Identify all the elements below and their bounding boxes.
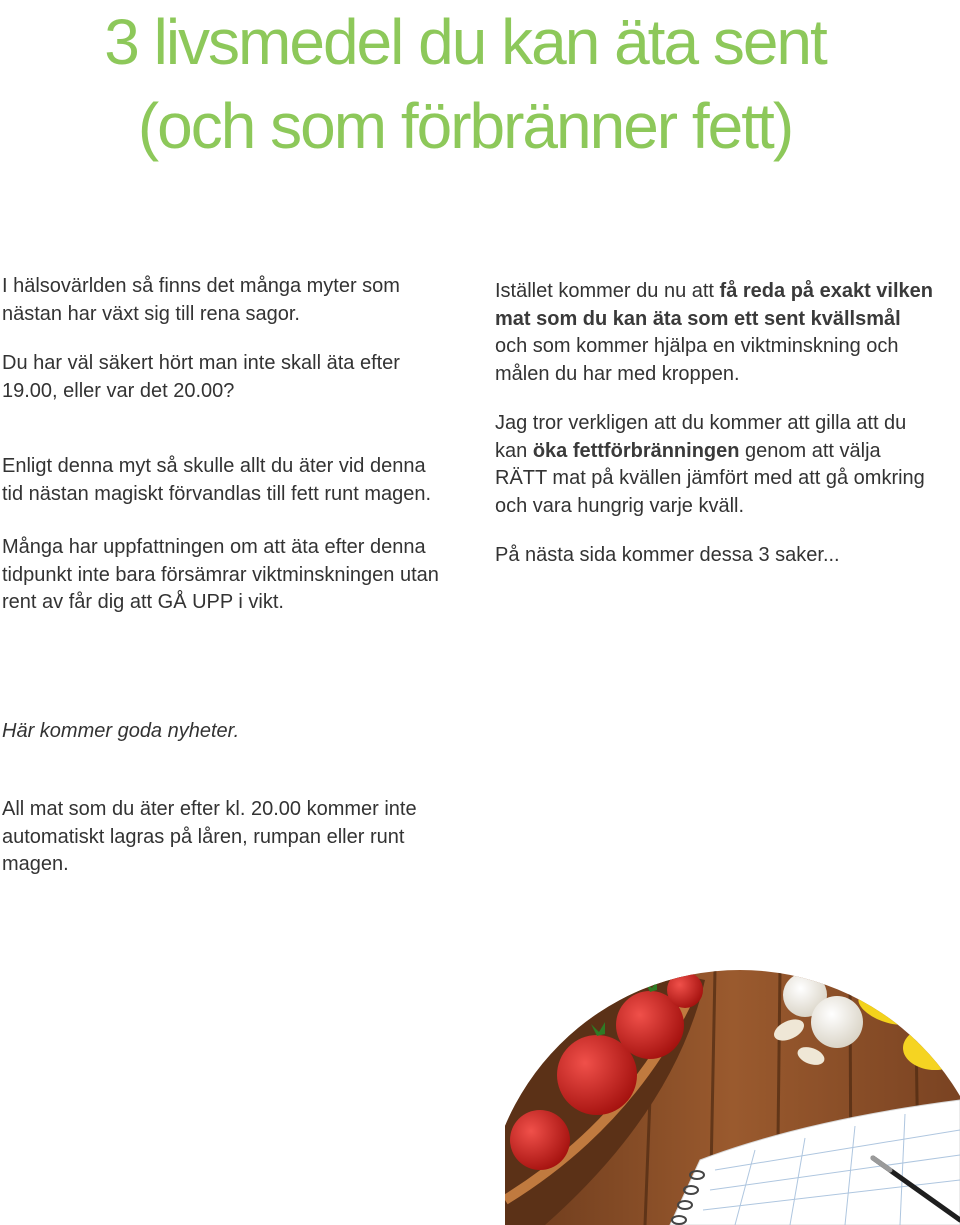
right-paragraph-3: På nästa sida kommer dessa 3 saker... [495, 544, 840, 566]
good-news-text: All mat som du äter efter kl. 20.00 kommer inte automatiskt lagras på låren, rumpan eller runt magen. [2, 798, 417, 875]
food-photo-image [505, 970, 960, 1225]
left-paragraph-2: Du har väl säkert hört man inte skall äta efter 19.00, eller var det 20.00? [2, 352, 400, 402]
right-p2-highlight: öka fettförbränningen [532, 439, 740, 462]
right-p1-start: Istället kommer du nu att [495, 280, 720, 302]
title-line-1: 3 livsmedel du kan äta sent [104, 6, 826, 78]
title-line-2: (och som förbränner fett) [137, 90, 793, 162]
left-column [2, 273, 442, 639]
right-paragraph-1 [495, 278, 935, 388]
page-title [0, 0, 930, 168]
left-paragraph-3: Enligt denna myt så skulle allt du äter vid denna tid nästan magiskt förvandlas till fett runt magen. [2, 455, 432, 505]
right-column [495, 278, 935, 592]
right-p1-highlight: få reda på exakt vilken mat som du kan äta som ett sent kvällsmål [495, 280, 933, 330]
good-news-intro: Här kommer goda nyheter. [2, 720, 240, 742]
right-paragraph-2 [495, 410, 935, 520]
left-paragraph-4: Många har uppfattningen om att äta efter denna tidpunkt inte bara försämrar viktminskningen utan rent av får dig att GÅ UPP i vikt. [2, 536, 439, 613]
right-p1-end: och som kommer hjälpa en viktminskning och målen du har med kroppen. [495, 335, 899, 385]
right-p2-start: Jag tror verkligen att du kommer att gilla att du kan [495, 412, 907, 462]
right-p2-end: genom att välja RÄTT mat på kvällen jämfört med att gå omkring och vara hungrig varje kväll. [495, 439, 925, 517]
left-paragraph-1: I hälsovärlden så finns det många myter som nästan har växt sig till rena sagor. [2, 275, 400, 325]
